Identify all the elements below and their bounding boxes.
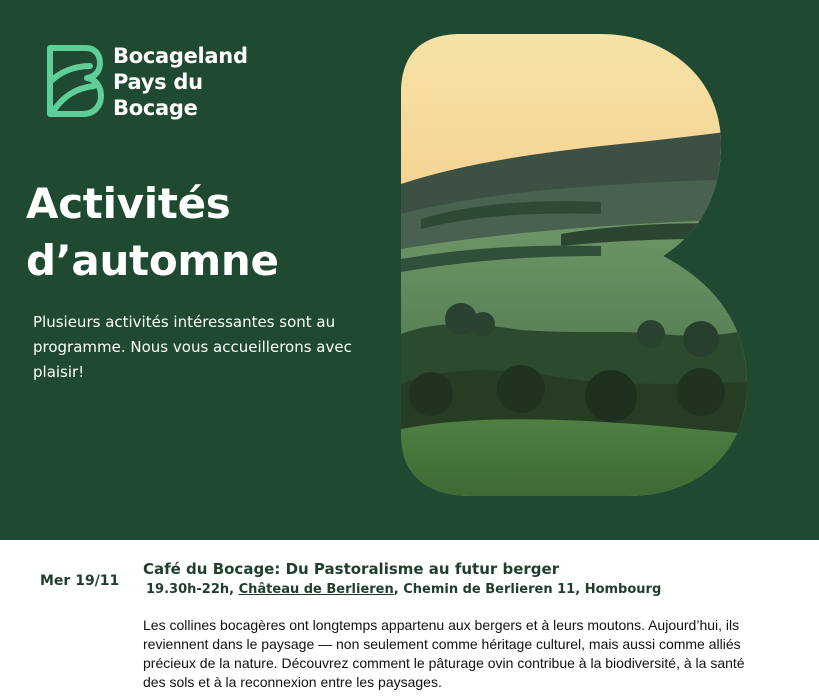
event-address: , Chemin de Berlieren 11, Hombourg — [393, 582, 662, 597]
event-meta — [146, 582, 661, 597]
brand-line-3: Bocage — [113, 96, 198, 120]
event-date: Mer 19/11 — [40, 573, 120, 589]
venue-link[interactable]: Château de Berlieren — [238, 582, 394, 597]
landscape-photo — [401, 34, 747, 496]
page-title — [26, 175, 279, 289]
event-time: 19.30h-22h, — [146, 582, 235, 597]
brand-line-1: Bocageland — [113, 44, 248, 68]
title-line-1: Activités — [26, 179, 231, 228]
event-title: Café du Bocage: Du Pastoralisme au futur berger — [143, 560, 560, 578]
bocage-logo-icon — [46, 44, 104, 118]
brand-name — [113, 43, 248, 121]
event-description: Les collines bocagères ont longtemps appartenu aux bergers et à leurs moutons. Aujourd’hui, ils reviennent dans le paysage — non seulement comme héritage culturel, mais aussi comme alliés précieux de la nature. Découvrez comment le pâturage ovin contribue à la biodiversité, à la santé des sols et à la reconnexion entre les paysages. — [143, 617, 745, 690]
brand-line-2: Pays du — [113, 70, 203, 94]
title-line-2: d’automne — [26, 236, 279, 285]
intro-text: Plusieurs activités intéressantes sont au programme. Nous vous accueillerons avec plaisir! — [33, 313, 352, 381]
